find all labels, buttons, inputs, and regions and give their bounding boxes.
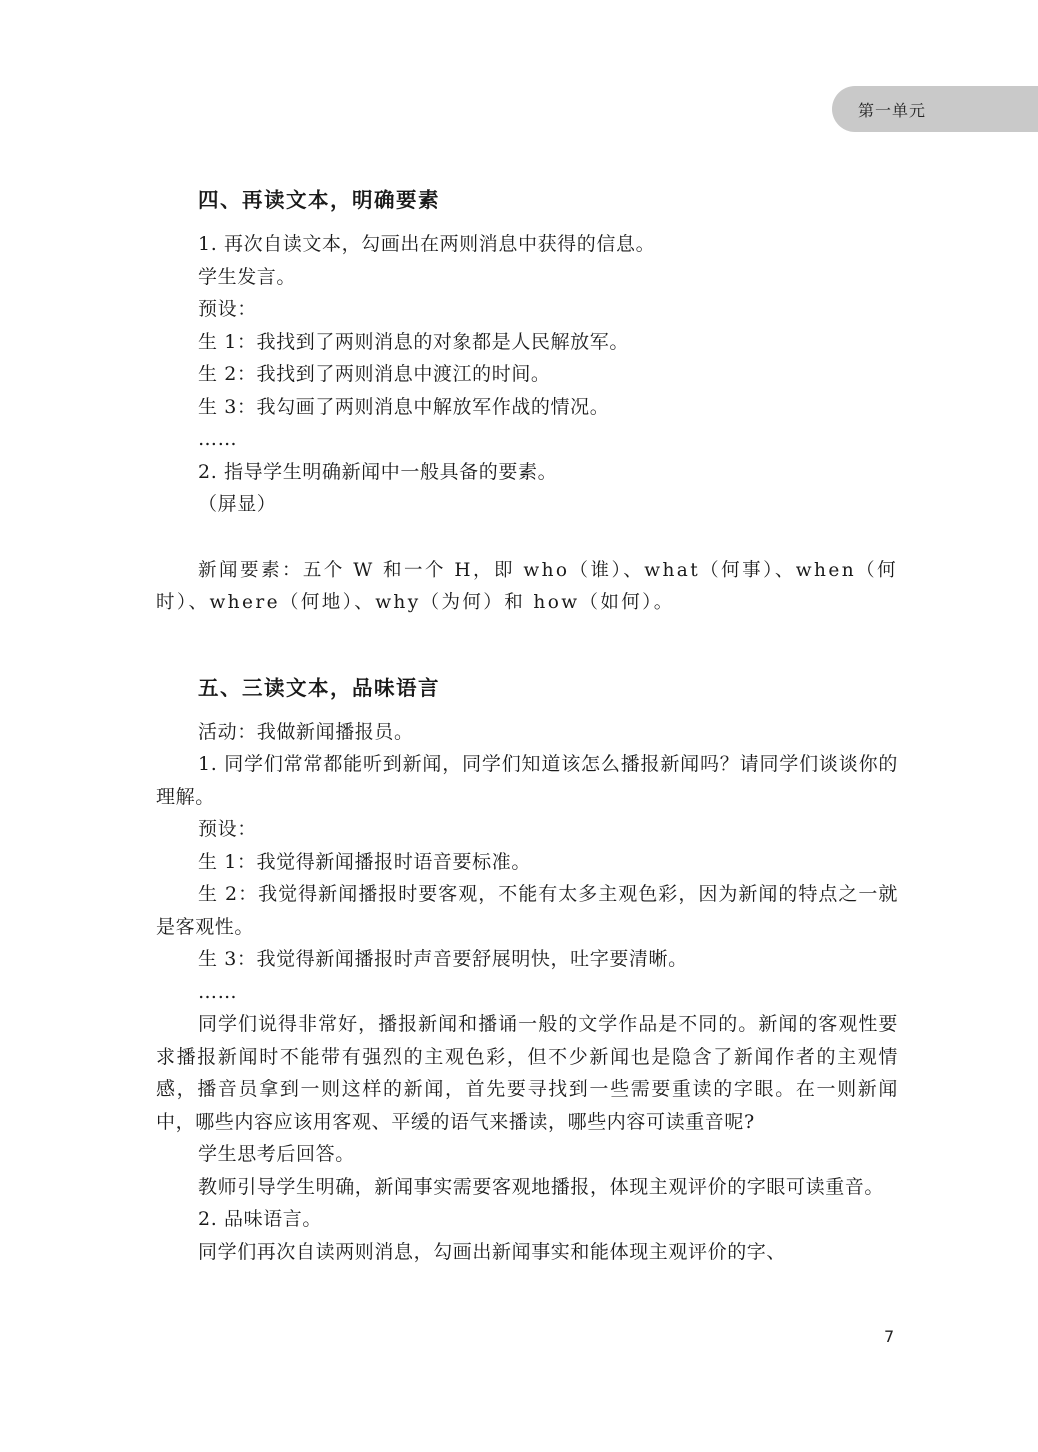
paragraph: 1. 再次自读文本，勾画出在两则消息中获得的信息。 <box>198 233 656 255</box>
paragraph: 预设： <box>198 818 257 840</box>
paragraph: 生 1：我找到了两则消息的对象都是人民解放军。 <box>198 330 629 353</box>
paragraph: 同学们说得非常好，播报新闻和播诵一般的文学作品是不同的。新闻的客观性要求播报新闻时不能带有强烈的主观色彩，但不少新闻也是隐含了新闻作者的主观情感，播音员拿到一则这样的新闻，首先要寻找到一些需要重读的字眼。在一则新闻中，哪些内容应该用客观、平缓的语气来播读，哪些内容可读重音呢? <box>156 1013 898 1133</box>
paragraph: 同学们再次自读两则消息，勾画出新闻事实和能体现主观评价的字、 <box>198 1240 787 1263</box>
paragraph: 学生发言。 <box>198 265 297 288</box>
paragraph: 生 2：我找到了两则消息中渡江的时间。 <box>198 363 551 385</box>
paragraph: 生 1：我觉得新闻播报时语音要标准。 <box>198 850 531 873</box>
paragraph: 生 2：我觉得新闻播报时要客观，不能有太多主观色彩，因为新闻的特点之一就是客观性。 <box>156 883 898 938</box>
paragraph: （屏显） <box>198 493 277 515</box>
paragraph: 2. 指导学生明确新闻中一般具备的要素。 <box>198 460 558 483</box>
paragraph: 预设： <box>198 298 257 320</box>
section-title-4: 四、再读文本，明确要素 <box>198 188 440 212</box>
spacer <box>156 620 898 672</box>
paragraph: 生 3：我勾画了两则消息中解放军作战的情况。 <box>198 395 610 418</box>
paragraph: 教师引导学生明确，新闻事实需要客观地播报，体现主观评价的字眼可读重音。 <box>198 1175 885 1198</box>
section-title-5: 五、三读文本，品味语言 <box>198 675 440 700</box>
paragraph: 2. 品味语言。 <box>198 1208 322 1230</box>
ellipsis: …… <box>198 980 238 1003</box>
screen-display-text: 新闻要素：五个 W 和一个 H，即 who（谁）、what（何事）、when（何时）、where（何地）、why（为何）和 how（如何）。 <box>156 559 898 613</box>
unit-tab <box>832 86 1038 132</box>
paragraph: 学生思考后回答。 <box>198 1143 355 1165</box>
paragraph: 活动：我做新闻播报员。 <box>198 720 414 743</box>
page-number: 7 <box>884 1327 895 1346</box>
ellipsis: …… <box>198 428 238 450</box>
spacer <box>156 521 898 555</box>
paragraph: 1. 同学们常常都能听到新闻，同学们知道该怎么播报新闻吗？请同学们谈谈你的理解。 <box>156 753 898 808</box>
unit-label: 第一单元 <box>858 100 927 120</box>
page-content <box>156 184 898 1268</box>
paragraph: 生 3：我觉得新闻播报时声音要舒展明快，吐字要清晰。 <box>198 948 688 970</box>
